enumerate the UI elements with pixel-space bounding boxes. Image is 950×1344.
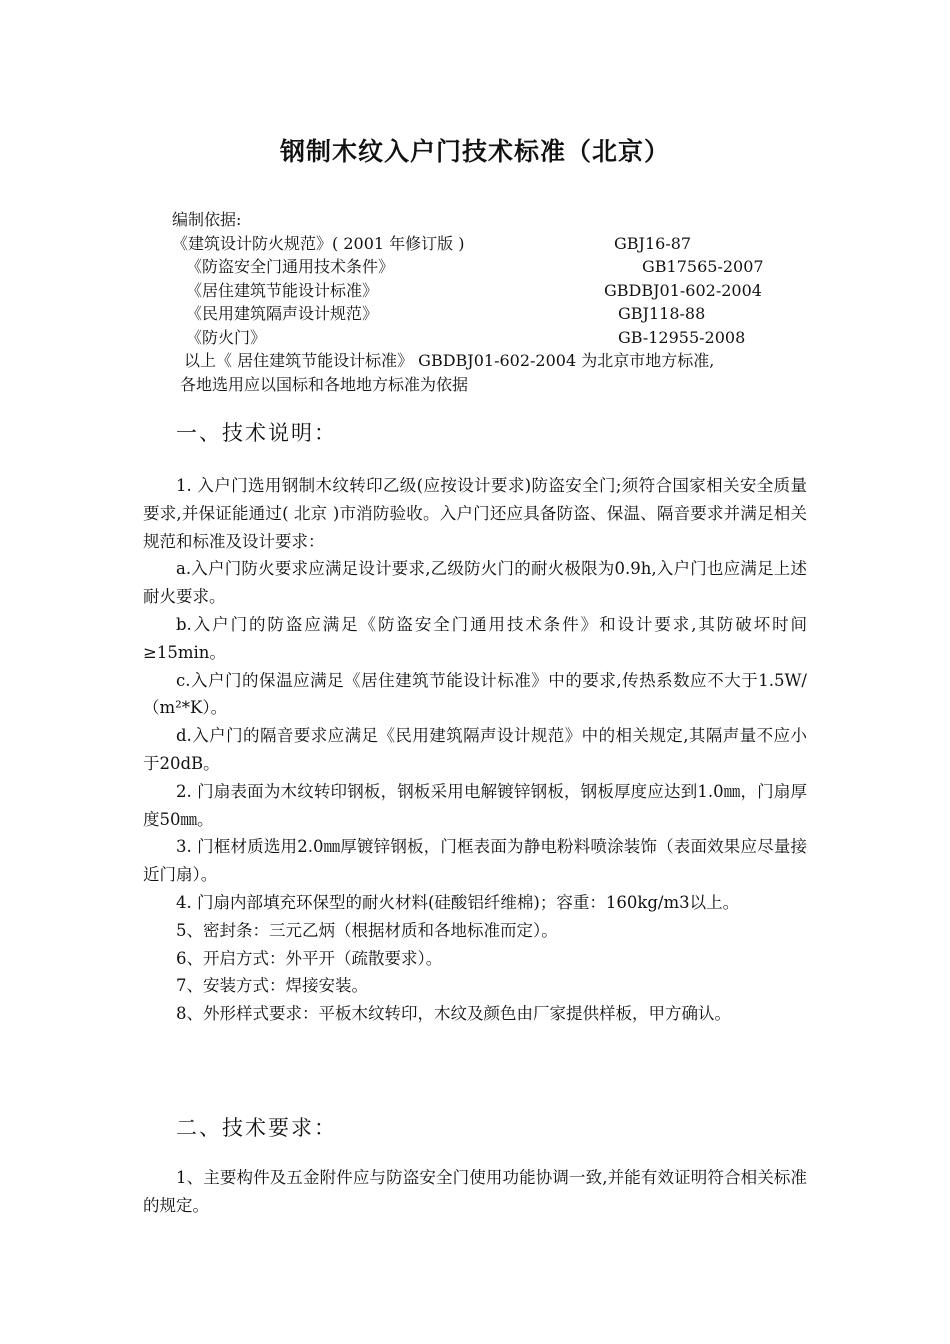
section-heading-2: 二、技术要求： (176, 1116, 337, 1140)
paragraph-3: 3. 门框材质选用2.0㎜厚镀锌钢板，门框表面为静电粉料喷涂装饰（表面效果应尽量接近门扇）。 (143, 837, 807, 885)
paragraph-a: a.入户门防火要求应满足设计要求,乙级防火门的耐火极限为0.9h,入户门也应满足上述耐火要求。 (143, 559, 807, 607)
paragraph-7: 7、安装方式：焊接安装。 (176, 976, 368, 996)
paragraph-2: 2. 门扇表面为木纹转印钢板，钢板采用电解镀锌钢板，钢板厚度应达到1.0㎜，门扇厚度50㎜。 (143, 781, 807, 829)
paragraph-8: 8、外形样式要求：平板木纹转印，木纹及颜色由厂家提供样板，甲方确认。 (176, 1004, 731, 1024)
section-2-body (143, 1164, 807, 1220)
paragraph-b: b.入户门的防盗应满足《防盗安全门通用技术条件》和设计要求,其防破坏时间≥15min。 (143, 614, 807, 662)
document-page: 钢制木纹入户门技术标准（北京） 编制依据: 《建筑设计防火规范》( 2001 年修订版 ) GBJ16-87 《防盗安全门通用技术条件》 GB17565-2007 《居住建筑节能设计标准》 GBDBJ01-602-2004 《民用建筑隔声设计规范》 GBJ118-88 《防火门》 GB-12955-2008 以上《 居住建筑节能设计标准》 GBDBJ01-602-2004 为北京市地方标准, 各地选用应以国标和各地地方标准为依据 一、技术说明： 1. 入户门选用钢制木纹转印乙级(应按设计要求)防盗安全门;须符合国家相关安全质量要求,并保证能通过( 北京 )市消防验收。入户门还应具备防盗、保温、隔音要求并满足相关规范和标准及设计要求： a.入户门防火要求应满足设计要求,乙级防火门的耐火极限为0.9h,入户门也应满足上述耐火要求。 b.入户门的防盗应满足《防盗安全门通用技术条件》和设计要求,其防破坏时间≥15min。 c.入户门的保温应满足《居住建筑节能设计标准》中的要求,传热系数应不大于1.5W/（m²*K）。 d.入户门的隔音要求应满足《民用建筑隔声设计规范》中的相关规定,其隔声量不应小于20dB。 2. 门扇表面为木纹转印钢板，钢板采用电解镀锌钢板，钢板厚度应达到1.0㎜，门扇厚度50㎜。 3. 门框材质选用2.0㎜厚镀锌钢板，门框表面为静电粉料喷涂装饰（表面效果应尽量接近门扇）。 4. 门扇内部填充环保型的耐火材料(硅酸铝纤维棉)；容重：160kg/m3以上。 5、密封条：三元乙炳（根据材质和各地标准而定）。 6、开启方式：外平开（疏散要求）。 7、安装方式：焊接安装。 8、外形样式要求：平板木纹转印，木纹及颜色由厂家提供样板，甲方确认。 二、技术要求： 1、主要构件及五金附件应与防盗安全门使用功能协调一致,并能有效证明符合相关标准的规定。 (0, 0, 950, 1344)
paragraph-req-1: 1、主要构件及五金附件应与防盗安全门使用功能协调一致,并能有效证明符合相关标准的规定。 (143, 1168, 807, 1215)
section-heading-1: 一、技术说明： (176, 421, 337, 445)
paragraph-5: 5、密封条：三元乙炳（根据材质和各地标准而定）。 (176, 920, 558, 940)
section-1-body (143, 472, 807, 1028)
paragraph-d: d.入户门的隔音要求应满足《民用建筑隔声设计规范》中的相关规定,其隔声量不应小于20dB。 (143, 726, 807, 773)
page-title: 钢制木纹入户门技术标准（北京） (279, 137, 670, 166)
paragraph-1: 1. 入户门选用钢制木纹转印乙级(应按设计要求)防盗安全门;须符合国家相关安全质量要求,并保证能通过( 北京 )市消防验收。入户门还应具备防盗、保温、隔音要求并满足相关规范和标准及设计要求： (143, 476, 807, 551)
paragraph-6: 6、开启方式：外平开（疏散要求）。 (176, 948, 443, 968)
paragraph-4: 4. 门扇内部填充环保型的耐火材料(硅酸铝纤维棉)；容重：160kg/m3以上。 (176, 892, 740, 912)
paragraph-c: c.入户门的保温应满足《居住建筑节能设计标准》中的要求,传热系数应不大于1.5W/（m²*K）。 (143, 670, 807, 718)
